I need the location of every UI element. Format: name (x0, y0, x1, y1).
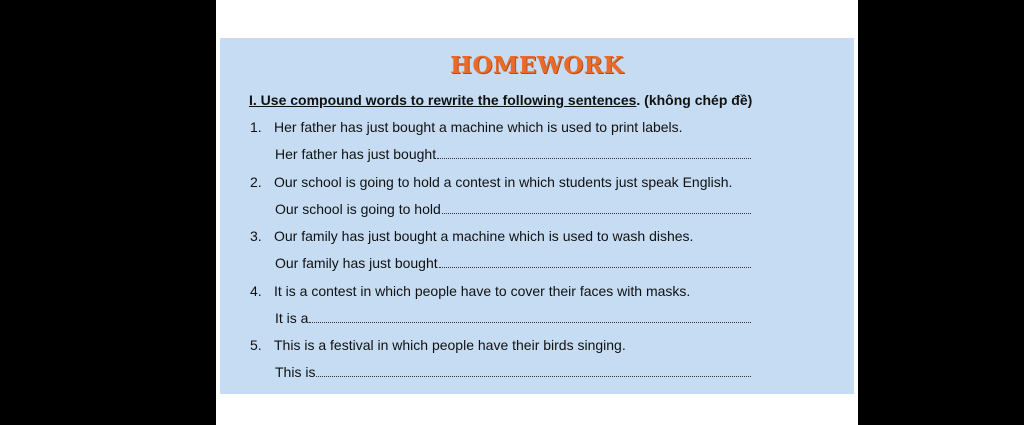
question-text: Our family has just bought a machine which is used to wash dishes. (274, 228, 694, 244)
answer-line-3 (275, 255, 751, 271)
answer-line-4 (275, 310, 751, 326)
question-2 (250, 174, 732, 190)
homework-panel (220, 38, 854, 394)
instruction-period: . (636, 92, 641, 108)
answer-prefix: Our school is going to hold (275, 201, 441, 217)
question-5 (250, 337, 626, 353)
question-text: Our school is going to hold a contest in which students just speak English. (274, 174, 733, 190)
answer-blank[interactable] (442, 203, 751, 214)
instruction-text: I. Use compound words to rewrite the following sentences (249, 92, 637, 108)
answer-blank[interactable] (439, 257, 751, 268)
answer-line-2 (275, 201, 751, 217)
question-number: 3. (250, 228, 262, 244)
question-number: 1. (250, 119, 262, 135)
instruction-note: (không chép đề) (640, 92, 753, 108)
answer-prefix: Her father has just bought (275, 146, 437, 162)
answer-prefix: This is (275, 364, 316, 380)
answer-prefix: Our family has just bought (275, 255, 438, 271)
question-4 (250, 283, 690, 299)
question-3 (250, 228, 693, 244)
answer-line-5 (275, 364, 751, 380)
answer-prefix: It is a (275, 310, 309, 326)
question-text: Her father has just bought a machine which is used to print labels. (274, 119, 683, 135)
question-number: 2. (250, 174, 262, 190)
instruction-line (249, 92, 752, 108)
answer-blank[interactable] (437, 148, 751, 159)
answer-line-1 (275, 146, 751, 162)
answer-blank[interactable] (309, 312, 751, 323)
homework-title: HOMEWORK (450, 52, 624, 79)
question-text: This is a festival in which people have their birds singing. (274, 337, 626, 353)
question-text: It is a contest in which people have to cover their faces with masks. (274, 283, 691, 299)
question-number: 5. (250, 337, 262, 353)
question-1 (250, 119, 683, 135)
answer-blank[interactable] (316, 366, 751, 377)
question-number: 4. (250, 283, 262, 299)
document-page (216, 0, 858, 425)
